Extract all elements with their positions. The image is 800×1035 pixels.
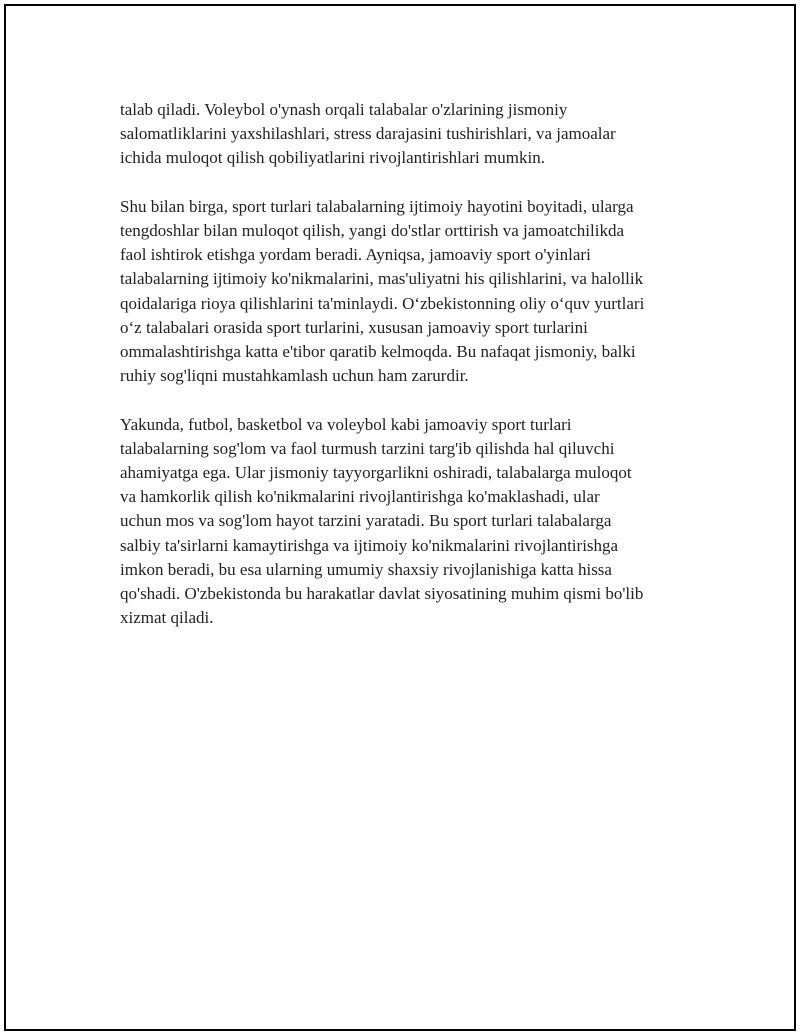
paragraph-1 [120, 98, 700, 171]
text-line: xizmat qiladi. [120, 608, 214, 628]
text-line: Yakunda, futbol, basketbol va voleybol kabi jamoaviy sport turlari [120, 414, 572, 434]
text-line: talabalarning sog'lom va faol turmush tarzini targ'ib qilishda hal qiluvchi [120, 438, 615, 458]
text-line: Shu bilan birga, sport turlari talabalarning ijtimoiy hayotini boyitadi, ularga [120, 196, 634, 216]
text-line: ommalashtirishga katta e'tibor qaratib kelmoqda. Bu nafaqat jismoniy, balki [120, 342, 636, 362]
document-page [4, 4, 796, 1031]
text-line: ruhiy sog'liqni mustahkamlash uchun ham zarurdir. [120, 366, 469, 386]
text-line: qo'shadi. O'zbekistonda bu harakatlar davlat siyosatining muhim qismi bo'lib [120, 584, 644, 604]
text-line: ichida muloqot qilish qobiliyatlarini rivojlantirishlari mumkin. [120, 148, 545, 168]
paragraph-2 [120, 195, 700, 389]
text-line: o‘z talabalari orasida sport turlarini, xususan jamoaviy sport turlarini [120, 317, 588, 337]
text-line: ahamiyatga ega. Ular jismoniy tayyorgarlikni oshiradi, talabalarga muloqot [120, 463, 632, 483]
text-line: talabalarning ijtimoiy ko'nikmalarini, mas'uliyatni his qilishlarini, va halollik [120, 269, 644, 289]
text-line: tengdoshlar bilan muloqot qilish, yangi do'stlar orttirish va jamoatchilikda [120, 221, 625, 240]
text-line: salbiy ta'sirlarni kamaytirishga va ijtimoiy ko'nikmalarini rivojlantirishga [120, 535, 619, 555]
text-line: qoidalariga rioya qilishlarini ta'minlaydi. O‘zbekistonning oliy o‘quv yurtlari [120, 293, 645, 313]
text-line: salomatliklarini yaxshilashlari, stress darajasini tushirishlari, va jamoalar [120, 124, 616, 144]
text-line: va hamkorlik qilish ko'nikmalarini rivojlantirishga ko'maklashadi, ular [120, 487, 600, 507]
document-body [120, 98, 700, 655]
text-line: uchun mos va sog'lom hayot tarzini yaratadi. Bu sport turlari talabalarga [120, 511, 612, 531]
text-line: faol ishtirok etishga yordam beradi. Ayniqsa, jamoaviy sport o'yinlari [120, 245, 591, 265]
text-line: talab qiladi. Voleybol o'ynash orqali talabalar o'zlarining jismoniy [120, 100, 568, 119]
paragraph-3 [120, 413, 700, 631]
text-line: imkon beradi, bu esa ularning umumiy shaxsiy rivojlanishiga katta hissa [120, 559, 612, 579]
